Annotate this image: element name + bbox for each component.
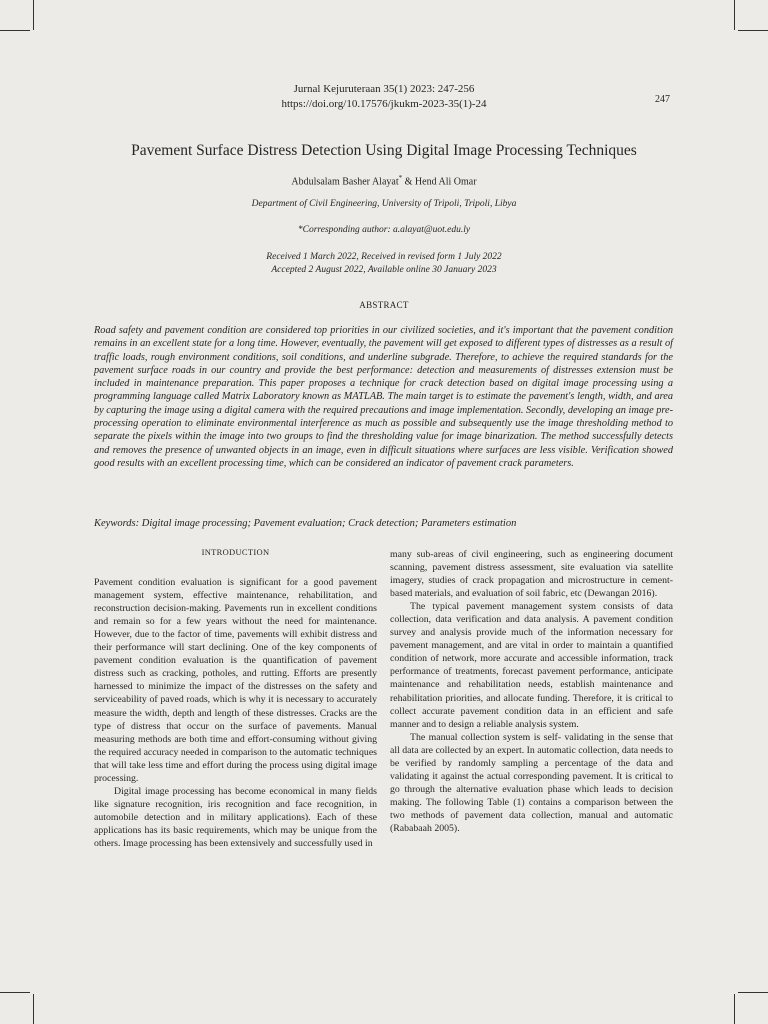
affiliation: Department of Civil Engineering, University of Tripoli, Tripoli, Libya [251, 199, 517, 209]
doi-link[interactable]: https://doi.org/10.17576/jkukm-2023-35(1)-24 [281, 98, 487, 110]
accepted-dates: Accepted 2 August 2022, Available online 30 January 2023 [271, 265, 497, 275]
crop-mark [33, 0, 34, 30]
body-paragraph: The manual collection system is self- validating in the sense that all data are collected by an expert. In automatic collection, data needs to be verified by randomly sampling a percentage of the data and validating it against the actual corresponding pavement. It is critical to go through the alternative evaluation phase which leads to decision making. The following Table (1) contains a comparison between the two methods of pavement data collection, manual and automatic (Rababaah 2005). [390, 731, 673, 834]
crop-mark [0, 992, 30, 993]
crop-mark [33, 994, 34, 1024]
article-dates [0, 251, 768, 277]
section-heading-introduction: INTRODUCTION [201, 547, 270, 557]
corresponding-mark: * [398, 174, 403, 182]
body-paragraph: many sub-areas of civil engineering, such as engineering document scanning, pavement distress assessment, site evaluation via satellite imagery, studies of crack propagation and microstructure in cement-based materials, and evaluation of soil fabric, etc (Dewangan 2016). [390, 549, 673, 600]
body-paragraph: Digital image processing has become economical in many fields like signature recognition, iris recognition and face recognition, in automobile detection and in military applications). Each of these applications has its basic requirements, which may be unique from the others. Image processing has been extensively and successfully used in [94, 785, 377, 849]
left-column [94, 546, 377, 850]
paper-title: Pavement Surface Distress Detection Using Digital Image Processing Techniques [131, 142, 637, 159]
author-first: Abdulsalam Basher Alayat [291, 176, 399, 188]
abstract-text: Road safety and pavement condition are considered top priorities in our civilized societies, and it's important that the pavement condition remains in an excellent state for a long time. However, eventually, the pavement will get exposed to different types of distresses as a result of traffic loads, rough environment conditions, soil conditions, and underline subgrade. Therefore, to achieve the required standards for the pavement surface roads in our country and provide the best performance: detection and measurements of distresses extension must be included in maintenance preparation. This paper proposes a technique for crack detection based on digital image processing using a programming language called Matrix Laboratory known as MATLAB. The main target is to estimate the pavement's length, width, and area by capturing the image using a digital camera with the required precautions and image implementation. Secondly, developing an image pre-processing operation to eliminate environmental interference as much as possible and subsequently use the image thresholding method to separate the pixels within the image into two groups to find the thresholding value for image binarization. The method successfully detects and removes the presence of unwanted objects in an image, even in difficult situations where surfaces are less visible. Verification showed good results with an excellent processing time, which can be considered an indicator of pavement crack parameters. [94, 325, 673, 469]
crop-mark [738, 30, 768, 31]
received-dates: Received 1 March 2022, Received in revised form 1 July 2022 [266, 252, 502, 262]
journal-citation: Jurnal Kejuruteraan 35(1) 2023: 247-256 [293, 83, 475, 95]
authors [0, 174, 768, 187]
corresponding-author[interactable]: *Corresponding author: a.alayat@uot.edu.ly [297, 225, 471, 235]
body-paragraph: The typical pavement management system consists of data collection, data verification and data analysis. A pavement condition survey and analysis provide much of the information necessary for pavement management, and are vital in order to maintain a quantified condition of network, more accurate and accessible information, track performance of treatments, forecast pavement performance, anticipate maintenance and rehabilitation needs, establish maintenance and rehabilitation priorities, and allocate funding. Therefore, it is critical to collect accurate pavement condition data in an efficient and safe manner and to design a reliable analysis system. [390, 601, 673, 730]
right-column [390, 548, 673, 835]
body-paragraph: Pavement condition evaluation is significant for a good pavement management system, effective maintenance, rehabilitation, and reconstruction decision-making. Pavements run in excellent conditions and remain so for a few years without the need for maintenance. However, due to the factor of time, pavements will exhibit distress and their performance will start declining. One of the key components of pavement condition evaluation is the quantification of pavement distress such as cracking, potholes, and rutting. Efforts are presently harnessed to minimize the impact of the distresses on the safety and serviceability of paved roads, which is why it is necessary to accurately measure the width, depth and length of these distresses. Cracks are the type of distress that occur on the surface of pavements. Manual measuring methods are both time and effort-consuming without giving the required accuracy needed in comparison to the automatic techniques that will take less time and effort during the process using digital image processing. [94, 577, 377, 784]
author-rest: & Hend Ali Omar [402, 176, 477, 188]
keywords: Keywords: Digital image processing; Pavement evaluation; Crack detection; Parameters estimation [94, 518, 517, 529]
page-number: 247 [655, 94, 670, 105]
abstract-heading: ABSTRACT [359, 300, 409, 310]
crop-mark [738, 992, 768, 993]
journal-header [0, 82, 768, 112]
crop-mark [734, 0, 735, 30]
crop-mark [0, 30, 30, 31]
crop-mark [734, 994, 735, 1024]
